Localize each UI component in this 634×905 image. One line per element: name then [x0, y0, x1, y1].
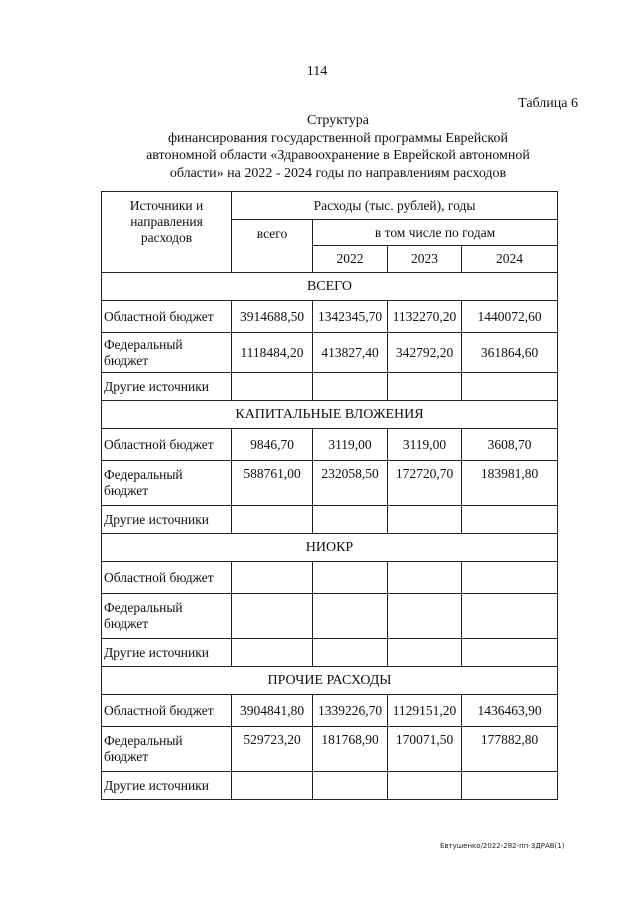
table-row [102, 695, 558, 727]
value-cell [388, 373, 462, 401]
section-row [102, 667, 558, 695]
value-cell: 181768,90 [313, 727, 388, 772]
value-cell: 9846,70 [232, 429, 313, 461]
table-row [102, 594, 558, 639]
title-line: финансирования государственной программы Еврейской [167, 130, 509, 146]
row-label: Федеральный бюджет [102, 333, 232, 373]
value-cell: 588761,00 [232, 461, 313, 506]
value-cell [388, 639, 462, 667]
value-cell [232, 373, 313, 401]
section-row [102, 401, 558, 429]
table-row [102, 639, 558, 667]
table-label: Таблица 6 [518, 96, 578, 111]
row-label: Другие источники [102, 639, 232, 667]
row-label: Другие источники [102, 506, 232, 534]
value-cell [462, 562, 558, 594]
value-cell [313, 373, 388, 401]
value-cell: 3904841,80 [232, 695, 313, 727]
title-line: автономной области «Здравоохранение в Еврейской автономной [146, 148, 530, 163]
value-cell: 232058,50 [313, 461, 388, 506]
table-row [102, 461, 558, 506]
section-row [102, 273, 558, 301]
table-row [102, 301, 558, 333]
value-cell [232, 639, 313, 667]
value-cell [462, 594, 558, 639]
table-row [102, 373, 558, 401]
section-title: ВСЕГО [102, 273, 558, 301]
value-cell [388, 562, 462, 594]
value-cell [313, 639, 388, 667]
value-cell [232, 506, 313, 534]
value-cell [313, 562, 388, 594]
value-cell: 177882,80 [462, 727, 558, 772]
value-cell: 529723,20 [232, 727, 313, 772]
title-line: Структура [306, 113, 370, 128]
value-cell: 3119,00 [388, 429, 462, 461]
value-cell [232, 772, 313, 800]
value-cell: 1129151,20 [388, 695, 462, 727]
value-cell [462, 373, 558, 401]
row-label: Областной бюджет [102, 695, 232, 727]
value-cell: 361864,60 [462, 333, 558, 373]
header-expenses: Расходы (тыс. рублей), годы [232, 192, 558, 220]
row-label: Областной бюджет [102, 562, 232, 594]
title-line: области» на 2022 - 2024 годы по направлениям расходов [169, 165, 507, 181]
value-cell: 3119,00 [313, 429, 388, 461]
page-number: 114 [306, 64, 328, 79]
value-cell [462, 506, 558, 534]
row-label: Федеральный бюджет [102, 461, 232, 506]
table-title [100, 112, 576, 182]
value-cell: 183981,80 [462, 461, 558, 506]
row-label: Другие источники [102, 373, 232, 401]
row-label: Федеральный бюджет [102, 727, 232, 772]
section-title: ПРОЧИЕ РАСХОДЫ [102, 667, 558, 695]
value-cell [313, 506, 388, 534]
table-row [102, 333, 558, 373]
table-row [102, 727, 558, 772]
row-label: Областной бюджет [102, 301, 232, 333]
value-cell: 413827,40 [313, 333, 388, 373]
value-cell [462, 639, 558, 667]
value-cell: 3608,70 [462, 429, 558, 461]
table-row [102, 562, 558, 594]
header-total: всего [232, 220, 313, 273]
document-code: Евтушенко/2022-282-пп-ЗДРАВ(1) [440, 842, 565, 850]
section-title: НИОКР [102, 534, 558, 562]
value-cell [388, 594, 462, 639]
table-row [102, 506, 558, 534]
value-cell [232, 594, 313, 639]
value-cell: 1342345,70 [313, 301, 388, 333]
row-label: Областной бюджет [102, 429, 232, 461]
section-row [102, 534, 558, 562]
value-cell [313, 594, 388, 639]
header-by-years: в том числе по годам [313, 220, 558, 246]
header-sources: Источники и направления расходов [102, 192, 232, 273]
value-cell [388, 506, 462, 534]
header-year: 2022 [313, 246, 388, 273]
header-year: 2024 [462, 246, 558, 273]
value-cell: 172720,70 [388, 461, 462, 506]
value-cell: 1436463,90 [462, 695, 558, 727]
header-year: 2023 [388, 246, 462, 273]
value-cell: 1118484,20 [232, 333, 313, 373]
value-cell [313, 772, 388, 800]
value-cell: 3914688,50 [232, 301, 313, 333]
value-cell [462, 772, 558, 800]
value-cell: 1440072,60 [462, 301, 558, 333]
row-label: Федеральный бюджет [102, 594, 232, 639]
table-row [102, 429, 558, 461]
row-label: Другие источники [102, 772, 232, 800]
value-cell: 1339226,70 [313, 695, 388, 727]
value-cell: 342792,20 [388, 333, 462, 373]
value-cell: 1132270,20 [388, 301, 462, 333]
value-cell [232, 562, 313, 594]
table-row [102, 772, 558, 800]
section-title: КАПИТАЛЬНЫЕ ВЛОЖЕНИЯ [102, 401, 558, 429]
value-cell [388, 772, 462, 800]
financing-table [101, 191, 558, 800]
value-cell: 170071,50 [388, 727, 462, 772]
